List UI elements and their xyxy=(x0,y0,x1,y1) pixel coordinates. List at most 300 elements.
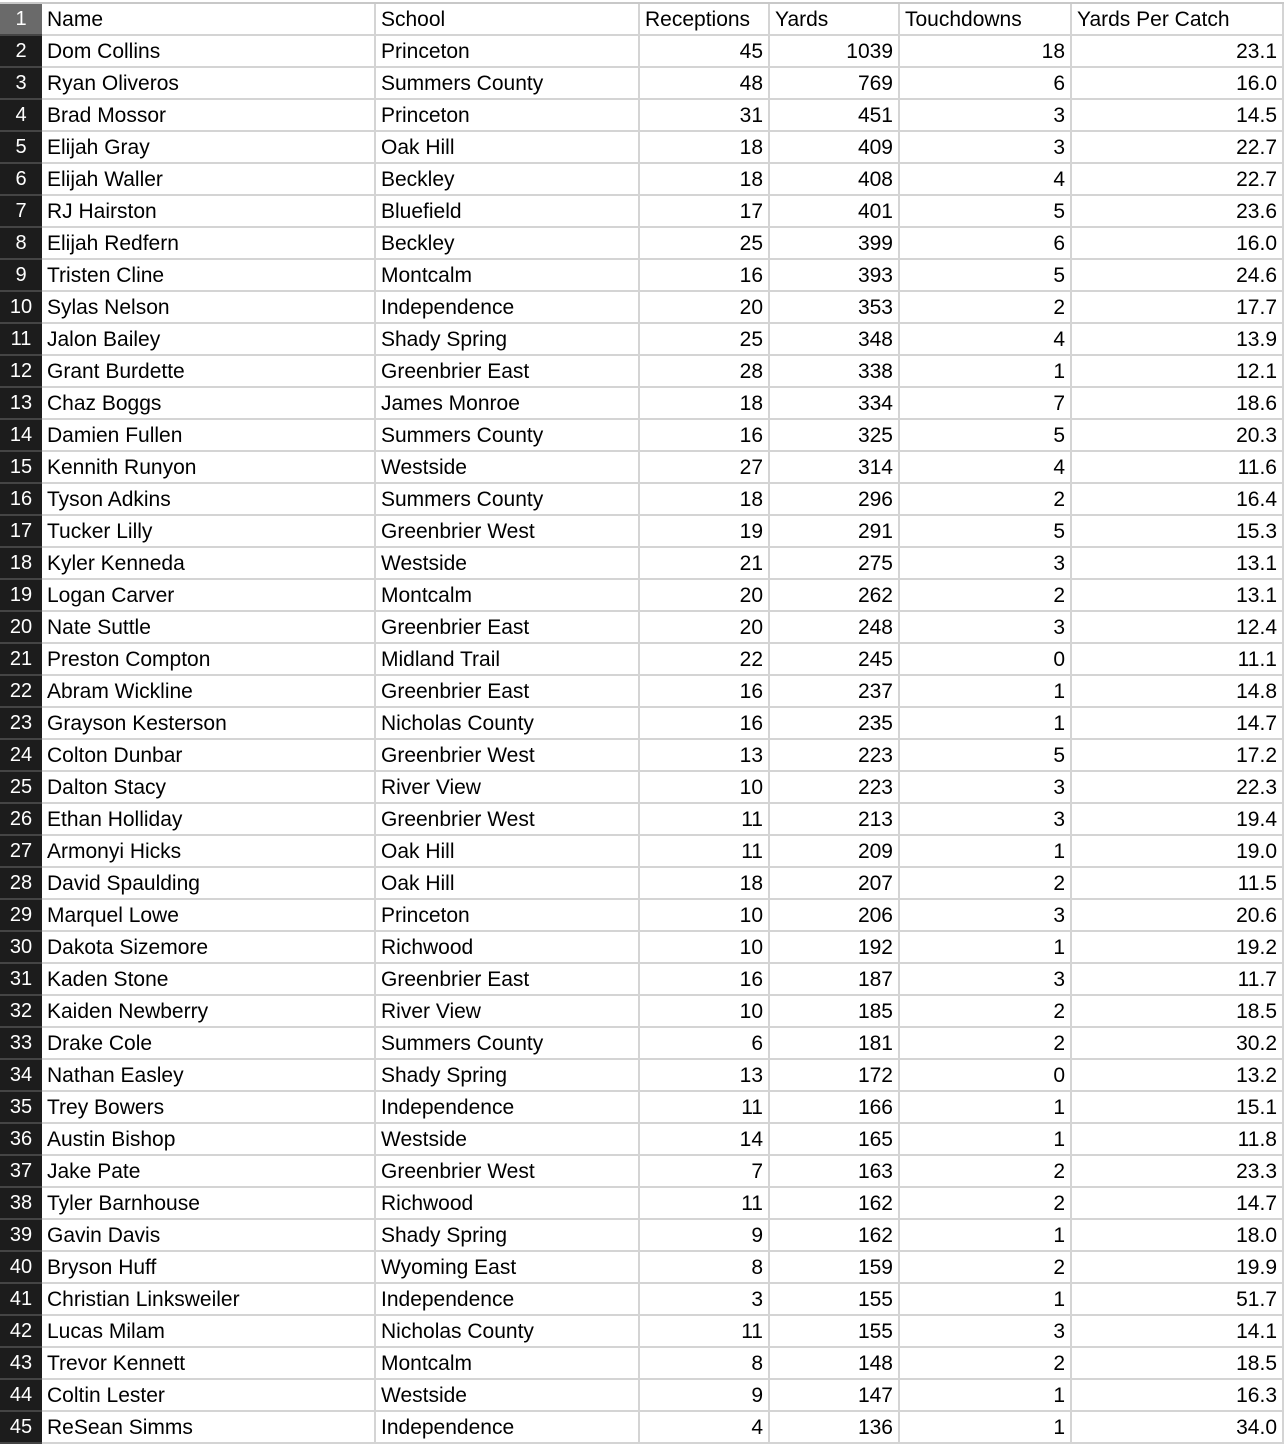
cell-yards-per-catch[interactable]: 14.7 xyxy=(1072,1188,1284,1220)
row-header[interactable]: 45 xyxy=(0,1412,42,1444)
cell-school[interactable]: Greenbrier East xyxy=(376,676,640,708)
cell-name[interactable]: Dakota Sizemore xyxy=(42,932,376,964)
cell-name[interactable]: Abram Wickline xyxy=(42,676,376,708)
cell-receptions[interactable]: 11 xyxy=(640,1188,770,1220)
cell-yards[interactable]: 223 xyxy=(770,772,900,804)
cell-touchdowns[interactable]: 1 xyxy=(900,932,1072,964)
row-header[interactable]: 34 xyxy=(0,1060,42,1092)
cell-yards-per-catch[interactable]: 15.3 xyxy=(1072,516,1284,548)
row-header[interactable]: 29 xyxy=(0,900,42,932)
row-header[interactable]: 32 xyxy=(0,996,42,1028)
cell-yards[interactable]: 1039 xyxy=(770,36,900,68)
cell-receptions[interactable]: 16 xyxy=(640,260,770,292)
cell-touchdowns[interactable]: 5 xyxy=(900,740,1072,772)
cell-touchdowns[interactable]: 1 xyxy=(900,1380,1072,1412)
cell-touchdowns[interactable]: 2 xyxy=(900,1156,1072,1188)
cell-name[interactable]: Trevor Kennett xyxy=(42,1348,376,1380)
row-header[interactable]: 31 xyxy=(0,964,42,996)
cell-yards[interactable]: 451 xyxy=(770,100,900,132)
cell-receptions[interactable]: 20 xyxy=(640,292,770,324)
cell-yards[interactable]: 353 xyxy=(770,292,900,324)
cell-school[interactable]: Montcalm xyxy=(376,260,640,292)
cell-yards[interactable]: 245 xyxy=(770,644,900,676)
cell-yards[interactable]: 262 xyxy=(770,580,900,612)
cell-yards-per-catch[interactable]: 23.6 xyxy=(1072,196,1284,228)
cell-school[interactable]: Summers County xyxy=(376,484,640,516)
cell-yards-per-catch[interactable]: 17.2 xyxy=(1072,740,1284,772)
cell-yards[interactable]: 209 xyxy=(770,836,900,868)
cell-name[interactable]: Trey Bowers xyxy=(42,1092,376,1124)
row-header[interactable]: 11 xyxy=(0,324,42,356)
cell-receptions[interactable]: 13 xyxy=(640,740,770,772)
row-header[interactable]: 21 xyxy=(0,644,42,676)
row-header[interactable]: 14 xyxy=(0,420,42,452)
cell-receptions[interactable]: 17 xyxy=(640,196,770,228)
column-header-school[interactable]: School xyxy=(376,4,640,36)
cell-school[interactable]: Greenbrier East xyxy=(376,356,640,388)
cell-yards[interactable]: 409 xyxy=(770,132,900,164)
cell-yards-per-catch[interactable]: 18.0 xyxy=(1072,1220,1284,1252)
cell-touchdowns[interactable]: 1 xyxy=(900,1412,1072,1444)
cell-name[interactable]: Kaiden Newberry xyxy=(42,996,376,1028)
cell-touchdowns[interactable]: 1 xyxy=(900,1124,1072,1156)
cell-school[interactable]: Summers County xyxy=(376,68,640,100)
cell-yards-per-catch[interactable]: 16.4 xyxy=(1072,484,1284,516)
column-header-yards-per-catch[interactable]: Yards Per Catch xyxy=(1072,4,1284,36)
row-header[interactable]: 38 xyxy=(0,1188,42,1220)
cell-name[interactable]: Jalon Bailey xyxy=(42,324,376,356)
cell-yards-per-catch[interactable]: 11.7 xyxy=(1072,964,1284,996)
cell-yards[interactable]: 314 xyxy=(770,452,900,484)
cell-school[interactable]: Greenbrier West xyxy=(376,804,640,836)
cell-yards-per-catch[interactable]: 22.7 xyxy=(1072,132,1284,164)
cell-touchdowns[interactable]: 2 xyxy=(900,1252,1072,1284)
cell-receptions[interactable]: 6 xyxy=(640,1028,770,1060)
cell-touchdowns[interactable]: 7 xyxy=(900,388,1072,420)
cell-yards-per-catch[interactable]: 11.5 xyxy=(1072,868,1284,900)
cell-yards[interactable]: 296 xyxy=(770,484,900,516)
row-header[interactable]: 25 xyxy=(0,772,42,804)
row-header[interactable]: 36 xyxy=(0,1124,42,1156)
cell-name[interactable]: Tucker Lilly xyxy=(42,516,376,548)
cell-receptions[interactable]: 11 xyxy=(640,836,770,868)
cell-touchdowns[interactable]: 4 xyxy=(900,324,1072,356)
cell-name[interactable]: Colton Dunbar xyxy=(42,740,376,772)
cell-touchdowns[interactable]: 2 xyxy=(900,1188,1072,1220)
cell-yards[interactable]: 148 xyxy=(770,1348,900,1380)
cell-name[interactable]: Austin Bishop xyxy=(42,1124,376,1156)
cell-receptions[interactable]: 21 xyxy=(640,548,770,580)
row-header[interactable]: 23 xyxy=(0,708,42,740)
row-header[interactable]: 43 xyxy=(0,1348,42,1380)
cell-touchdowns[interactable]: 3 xyxy=(900,132,1072,164)
cell-yards-per-catch[interactable]: 19.2 xyxy=(1072,932,1284,964)
row-header[interactable]: 28 xyxy=(0,868,42,900)
cell-school[interactable]: James Monroe xyxy=(376,388,640,420)
cell-school[interactable]: Westside xyxy=(376,1380,640,1412)
cell-name[interactable]: Ethan Holliday xyxy=(42,804,376,836)
cell-school[interactable]: Greenbrier West xyxy=(376,1156,640,1188)
cell-yards-per-catch[interactable]: 23.3 xyxy=(1072,1156,1284,1188)
cell-receptions[interactable]: 18 xyxy=(640,484,770,516)
cell-name[interactable]: Elijah Gray xyxy=(42,132,376,164)
cell-receptions[interactable]: 27 xyxy=(640,452,770,484)
cell-name[interactable]: Nathan Easley xyxy=(42,1060,376,1092)
cell-school[interactable]: Princeton xyxy=(376,100,640,132)
cell-name[interactable]: David Spaulding xyxy=(42,868,376,900)
cell-school[interactable]: Shady Spring xyxy=(376,324,640,356)
row-header[interactable]: 3 xyxy=(0,68,42,100)
cell-name[interactable]: Tyson Adkins xyxy=(42,484,376,516)
cell-yards-per-catch[interactable]: 22.7 xyxy=(1072,164,1284,196)
cell-touchdowns[interactable]: 1 xyxy=(900,1092,1072,1124)
cell-yards-per-catch[interactable]: 16.0 xyxy=(1072,68,1284,100)
cell-yards-per-catch[interactable]: 24.6 xyxy=(1072,260,1284,292)
cell-name[interactable]: Elijah Waller xyxy=(42,164,376,196)
cell-touchdowns[interactable]: 2 xyxy=(900,484,1072,516)
cell-yards[interactable]: 181 xyxy=(770,1028,900,1060)
cell-yards[interactable]: 136 xyxy=(770,1412,900,1444)
row-header[interactable]: 12 xyxy=(0,356,42,388)
cell-school[interactable]: Oak Hill xyxy=(376,836,640,868)
cell-yards-per-catch[interactable]: 30.2 xyxy=(1072,1028,1284,1060)
cell-school[interactable]: Princeton xyxy=(376,900,640,932)
cell-school[interactable]: River View xyxy=(376,996,640,1028)
cell-name[interactable]: Kyler Kenneda xyxy=(42,548,376,580)
cell-touchdowns[interactable]: 2 xyxy=(900,292,1072,324)
cell-name[interactable]: Jake Pate xyxy=(42,1156,376,1188)
cell-yards-per-catch[interactable]: 19.0 xyxy=(1072,836,1284,868)
row-header[interactable]: 44 xyxy=(0,1380,42,1412)
cell-yards[interactable]: 165 xyxy=(770,1124,900,1156)
cell-name[interactable]: Grayson Kesterson xyxy=(42,708,376,740)
cell-name[interactable]: Lucas Milam xyxy=(42,1316,376,1348)
cell-yards-per-catch[interactable]: 34.0 xyxy=(1072,1412,1284,1444)
cell-school[interactable]: Oak Hill xyxy=(376,132,640,164)
cell-yards-per-catch[interactable]: 14.7 xyxy=(1072,708,1284,740)
row-header[interactable]: 5 xyxy=(0,132,42,164)
cell-school[interactable]: Richwood xyxy=(376,932,640,964)
cell-yards-per-catch[interactable]: 13.1 xyxy=(1072,548,1284,580)
cell-receptions[interactable]: 25 xyxy=(640,228,770,260)
cell-touchdowns[interactable]: 2 xyxy=(900,580,1072,612)
cell-yards-per-catch[interactable]: 13.9 xyxy=(1072,324,1284,356)
cell-receptions[interactable]: 16 xyxy=(640,420,770,452)
cell-touchdowns[interactable]: 3 xyxy=(900,804,1072,836)
cell-yards[interactable]: 235 xyxy=(770,708,900,740)
cell-yards-per-catch[interactable]: 14.8 xyxy=(1072,676,1284,708)
cell-touchdowns[interactable]: 6 xyxy=(900,68,1072,100)
cell-yards-per-catch[interactable]: 19.9 xyxy=(1072,1252,1284,1284)
cell-school[interactable]: Independence xyxy=(376,292,640,324)
cell-yards-per-catch[interactable]: 18.5 xyxy=(1072,1348,1284,1380)
cell-school[interactable]: River View xyxy=(376,772,640,804)
cell-receptions[interactable]: 16 xyxy=(640,708,770,740)
cell-school[interactable]: Independence xyxy=(376,1284,640,1316)
cell-receptions[interactable]: 9 xyxy=(640,1380,770,1412)
cell-yards[interactable]: 185 xyxy=(770,996,900,1028)
cell-school[interactable]: Greenbrier East xyxy=(376,612,640,644)
column-header-yards[interactable]: Yards xyxy=(770,4,900,36)
cell-receptions[interactable]: 10 xyxy=(640,900,770,932)
row-header[interactable]: 20 xyxy=(0,612,42,644)
cell-receptions[interactable]: 8 xyxy=(640,1348,770,1380)
cell-yards[interactable]: 237 xyxy=(770,676,900,708)
cell-school[interactable]: Montcalm xyxy=(376,1348,640,1380)
cell-touchdowns[interactable]: 1 xyxy=(900,1284,1072,1316)
cell-yards-per-catch[interactable]: 11.8 xyxy=(1072,1124,1284,1156)
cell-name[interactable]: ReSean Simms xyxy=(42,1412,376,1444)
cell-receptions[interactable]: 19 xyxy=(640,516,770,548)
cell-school[interactable]: Beckley xyxy=(376,228,640,260)
cell-yards[interactable]: 399 xyxy=(770,228,900,260)
cell-touchdowns[interactable]: 1 xyxy=(900,836,1072,868)
cell-touchdowns[interactable]: 2 xyxy=(900,996,1072,1028)
cell-touchdowns[interactable]: 3 xyxy=(900,100,1072,132)
row-header[interactable]: 8 xyxy=(0,228,42,260)
cell-yards-per-catch[interactable]: 13.2 xyxy=(1072,1060,1284,1092)
cell-school[interactable]: Greenbrier East xyxy=(376,964,640,996)
cell-yards[interactable]: 155 xyxy=(770,1284,900,1316)
row-header[interactable]: 26 xyxy=(0,804,42,836)
cell-yards-per-catch[interactable]: 20.3 xyxy=(1072,420,1284,452)
cell-touchdowns[interactable]: 3 xyxy=(900,772,1072,804)
cell-yards[interactable]: 325 xyxy=(770,420,900,452)
row-header[interactable]: 4 xyxy=(0,100,42,132)
cell-school[interactable]: Bluefield xyxy=(376,196,640,228)
cell-yards-per-catch[interactable]: 16.0 xyxy=(1072,228,1284,260)
cell-name[interactable]: Sylas Nelson xyxy=(42,292,376,324)
cell-yards[interactable]: 192 xyxy=(770,932,900,964)
cell-name[interactable]: Armonyi Hicks xyxy=(42,836,376,868)
cell-receptions[interactable]: 11 xyxy=(640,1092,770,1124)
row-header[interactable]: 37 xyxy=(0,1156,42,1188)
cell-school[interactable]: Independence xyxy=(376,1092,640,1124)
cell-yards[interactable]: 166 xyxy=(770,1092,900,1124)
row-header[interactable]: 15 xyxy=(0,452,42,484)
cell-school[interactable]: Nicholas County xyxy=(376,1316,640,1348)
cell-receptions[interactable]: 11 xyxy=(640,804,770,836)
cell-yards[interactable]: 213 xyxy=(770,804,900,836)
cell-yards-per-catch[interactable]: 14.1 xyxy=(1072,1316,1284,1348)
cell-receptions[interactable]: 48 xyxy=(640,68,770,100)
cell-yards-per-catch[interactable]: 17.7 xyxy=(1072,292,1284,324)
cell-name[interactable]: RJ Hairston xyxy=(42,196,376,228)
cell-receptions[interactable]: 31 xyxy=(640,100,770,132)
cell-yards-per-catch[interactable]: 12.4 xyxy=(1072,612,1284,644)
cell-yards[interactable]: 207 xyxy=(770,868,900,900)
cell-receptions[interactable]: 25 xyxy=(640,324,770,356)
cell-receptions[interactable]: 7 xyxy=(640,1156,770,1188)
cell-touchdowns[interactable]: 5 xyxy=(900,420,1072,452)
cell-name[interactable]: Kennith Runyon xyxy=(42,452,376,484)
cell-yards[interactable]: 163 xyxy=(770,1156,900,1188)
cell-name[interactable]: Preston Compton xyxy=(42,644,376,676)
cell-name[interactable]: Bryson Huff xyxy=(42,1252,376,1284)
cell-name[interactable]: Logan Carver xyxy=(42,580,376,612)
cell-name[interactable]: Christian Linksweiler xyxy=(42,1284,376,1316)
cell-name[interactable]: Kaden Stone xyxy=(42,964,376,996)
cell-school[interactable]: Wyoming East xyxy=(376,1252,640,1284)
cell-receptions[interactable]: 10 xyxy=(640,996,770,1028)
cell-touchdowns[interactable]: 0 xyxy=(900,644,1072,676)
cell-name[interactable]: Marquel Lowe xyxy=(42,900,376,932)
cell-touchdowns[interactable]: 5 xyxy=(900,260,1072,292)
row-header[interactable]: 22 xyxy=(0,676,42,708)
row-header[interactable]: 27 xyxy=(0,836,42,868)
cell-receptions[interactable]: 10 xyxy=(640,772,770,804)
row-header[interactable]: 40 xyxy=(0,1252,42,1284)
cell-yards[interactable]: 348 xyxy=(770,324,900,356)
cell-yards[interactable]: 159 xyxy=(770,1252,900,1284)
cell-yards[interactable]: 275 xyxy=(770,548,900,580)
cell-yards[interactable]: 393 xyxy=(770,260,900,292)
cell-receptions[interactable]: 18 xyxy=(640,868,770,900)
cell-receptions[interactable]: 20 xyxy=(640,580,770,612)
row-header[interactable]: 39 xyxy=(0,1220,42,1252)
cell-receptions[interactable]: 18 xyxy=(640,388,770,420)
cell-name[interactable]: Dom Collins xyxy=(42,36,376,68)
cell-name[interactable]: Drake Cole xyxy=(42,1028,376,1060)
cell-yards[interactable]: 338 xyxy=(770,356,900,388)
cell-touchdowns[interactable]: 1 xyxy=(900,1220,1072,1252)
cell-school[interactable]: Nicholas County xyxy=(376,708,640,740)
row-header[interactable]: 9 xyxy=(0,260,42,292)
cell-touchdowns[interactable]: 2 xyxy=(900,1028,1072,1060)
row-header[interactable]: 2 xyxy=(0,36,42,68)
cell-touchdowns[interactable]: 1 xyxy=(900,676,1072,708)
cell-school[interactable]: Summers County xyxy=(376,1028,640,1060)
cell-yards[interactable]: 162 xyxy=(770,1220,900,1252)
row-header[interactable]: 35 xyxy=(0,1092,42,1124)
cell-yards[interactable]: 172 xyxy=(770,1060,900,1092)
cell-receptions[interactable]: 28 xyxy=(640,356,770,388)
cell-yards-per-catch[interactable]: 23.1 xyxy=(1072,36,1284,68)
row-header[interactable]: 24 xyxy=(0,740,42,772)
row-header[interactable]: 30 xyxy=(0,932,42,964)
row-header[interactable]: 42 xyxy=(0,1316,42,1348)
cell-yards[interactable]: 223 xyxy=(770,740,900,772)
cell-touchdowns[interactable]: 3 xyxy=(900,964,1072,996)
cell-name[interactable]: Gavin Davis xyxy=(42,1220,376,1252)
cell-receptions[interactable]: 11 xyxy=(640,1316,770,1348)
cell-yards-per-catch[interactable]: 51.7 xyxy=(1072,1284,1284,1316)
cell-touchdowns[interactable]: 2 xyxy=(900,1348,1072,1380)
row-header[interactable]: 18 xyxy=(0,548,42,580)
cell-yards-per-catch[interactable]: 12.1 xyxy=(1072,356,1284,388)
cell-yards[interactable]: 408 xyxy=(770,164,900,196)
cell-yards-per-catch[interactable]: 20.6 xyxy=(1072,900,1284,932)
cell-yards-per-catch[interactable]: 13.1 xyxy=(1072,580,1284,612)
cell-receptions[interactable]: 14 xyxy=(640,1124,770,1156)
row-header[interactable]: 17 xyxy=(0,516,42,548)
cell-touchdowns[interactable]: 3 xyxy=(900,900,1072,932)
cell-yards-per-catch[interactable]: 22.3 xyxy=(1072,772,1284,804)
cell-yards-per-catch[interactable]: 14.5 xyxy=(1072,100,1284,132)
cell-receptions[interactable]: 8 xyxy=(640,1252,770,1284)
cell-school[interactable]: Richwood xyxy=(376,1188,640,1220)
cell-school[interactable]: Greenbrier West xyxy=(376,516,640,548)
cell-yards-per-catch[interactable]: 11.6 xyxy=(1072,452,1284,484)
cell-school[interactable]: Summers County xyxy=(376,420,640,452)
cell-name[interactable]: Brad Mossor xyxy=(42,100,376,132)
cell-receptions[interactable]: 13 xyxy=(640,1060,770,1092)
cell-name[interactable]: Chaz Boggs xyxy=(42,388,376,420)
cell-name[interactable]: Grant Burdette xyxy=(42,356,376,388)
cell-name[interactable]: Tristen Cline xyxy=(42,260,376,292)
row-header[interactable]: 6 xyxy=(0,164,42,196)
row-header[interactable]: 1 xyxy=(0,4,42,36)
cell-receptions[interactable]: 22 xyxy=(640,644,770,676)
cell-touchdowns[interactable]: 18 xyxy=(900,36,1072,68)
row-header[interactable]: 33 xyxy=(0,1028,42,1060)
cell-school[interactable]: Shady Spring xyxy=(376,1220,640,1252)
cell-yards[interactable]: 291 xyxy=(770,516,900,548)
cell-touchdowns[interactable]: 6 xyxy=(900,228,1072,260)
cell-receptions[interactable]: 16 xyxy=(640,676,770,708)
cell-name[interactable]: Dalton Stacy xyxy=(42,772,376,804)
cell-yards-per-catch[interactable]: 16.3 xyxy=(1072,1380,1284,1412)
cell-school[interactable]: Montcalm xyxy=(376,580,640,612)
cell-receptions[interactable]: 45 xyxy=(640,36,770,68)
cell-yards[interactable]: 155 xyxy=(770,1316,900,1348)
cell-receptions[interactable]: 20 xyxy=(640,612,770,644)
cell-receptions[interactable]: 18 xyxy=(640,164,770,196)
cell-school[interactable]: Beckley xyxy=(376,164,640,196)
row-header[interactable]: 16 xyxy=(0,484,42,516)
cell-yards-per-catch[interactable]: 11.1 xyxy=(1072,644,1284,676)
column-header-touchdowns[interactable]: Touchdowns xyxy=(900,4,1072,36)
cell-yards-per-catch[interactable]: 15.1 xyxy=(1072,1092,1284,1124)
cell-school[interactable]: Midland Trail xyxy=(376,644,640,676)
cell-yards[interactable]: 248 xyxy=(770,612,900,644)
column-header-receptions[interactable]: Receptions xyxy=(640,4,770,36)
cell-yards[interactable]: 769 xyxy=(770,68,900,100)
row-header[interactable]: 7 xyxy=(0,196,42,228)
cell-yards[interactable]: 187 xyxy=(770,964,900,996)
cell-school[interactable]: Westside xyxy=(376,452,640,484)
cell-name[interactable]: Nate Suttle xyxy=(42,612,376,644)
cell-school[interactable]: Oak Hill xyxy=(376,868,640,900)
cell-receptions[interactable]: 16 xyxy=(640,964,770,996)
cell-touchdowns[interactable]: 3 xyxy=(900,612,1072,644)
cell-yards[interactable]: 147 xyxy=(770,1380,900,1412)
cell-yards[interactable]: 206 xyxy=(770,900,900,932)
cell-school[interactable]: Westside xyxy=(376,1124,640,1156)
cell-receptions[interactable]: 3 xyxy=(640,1284,770,1316)
cell-name[interactable]: Ryan Oliveros xyxy=(42,68,376,100)
row-header[interactable]: 10 xyxy=(0,292,42,324)
cell-touchdowns[interactable]: 2 xyxy=(900,868,1072,900)
cell-school[interactable]: Independence xyxy=(376,1412,640,1444)
cell-name[interactable]: Elijah Redfern xyxy=(42,228,376,260)
cell-touchdowns[interactable]: 4 xyxy=(900,164,1072,196)
cell-yards-per-catch[interactable]: 18.5 xyxy=(1072,996,1284,1028)
cell-yards[interactable]: 401 xyxy=(770,196,900,228)
cell-receptions[interactable]: 9 xyxy=(640,1220,770,1252)
cell-touchdowns[interactable]: 3 xyxy=(900,1316,1072,1348)
cell-touchdowns[interactable]: 5 xyxy=(900,516,1072,548)
cell-receptions[interactable]: 10 xyxy=(640,932,770,964)
cell-school[interactable]: Greenbrier West xyxy=(376,740,640,772)
cell-touchdowns[interactable]: 5 xyxy=(900,196,1072,228)
cell-yards[interactable]: 334 xyxy=(770,388,900,420)
cell-school[interactable]: Shady Spring xyxy=(376,1060,640,1092)
cell-name[interactable]: Coltin Lester xyxy=(42,1380,376,1412)
cell-touchdowns[interactable]: 1 xyxy=(900,356,1072,388)
cell-receptions[interactable]: 18 xyxy=(640,132,770,164)
cell-school[interactable]: Princeton xyxy=(376,36,640,68)
